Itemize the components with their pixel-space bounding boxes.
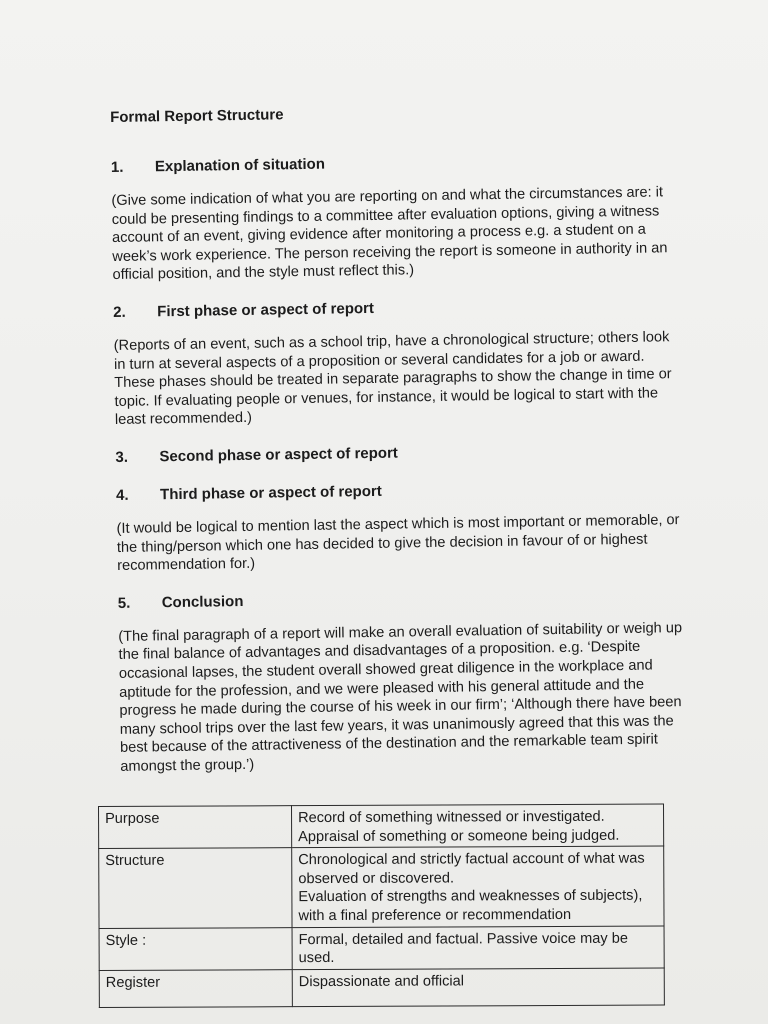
document-title: Formal Report Structure (110, 106, 284, 126)
description-line: Formal, detailed and factual. Passive voice may be used. (298, 930, 628, 967)
section-3-heading (115, 439, 683, 468)
row-description (292, 804, 664, 848)
section-5-heading (118, 585, 686, 614)
section-3-title: Second phase or aspect of report (159, 444, 398, 466)
section-4-number: 4. (115, 486, 129, 504)
section-4-heading (116, 477, 684, 506)
row-label: Style : (99, 927, 292, 970)
section-2-body: (Reports of an event, such as a school trip, have a chronological structure; others look in turn at several aspects of a proposition or several candidates for a job or award. These phases should be treated in separate paragraphs to show the change in time or topic. If evaluating people or venues, for instance, it would be logical to start with the least recommended.) (113, 329, 672, 429)
report-features-table (98, 804, 665, 1008)
section-2-heading (113, 294, 681, 323)
description-line: Evaluation of strengths and weaknesses of subjects), with a final preference or recommendation (298, 888, 643, 925)
section-4-body: (It would be logical to mention last the aspect which is most important or memorable, or the thing/person which one has decided to give the decision in favour of or highest recommendation for.) (116, 512, 680, 575)
description-line: Record of something witnessed or investigated. (298, 808, 605, 827)
description-line: Chronological and strictly factual account of what was observed or discovered. (298, 850, 645, 887)
section-1-heading (111, 149, 679, 178)
row-label: Structure (99, 848, 292, 928)
section-5-title: Conclusion (161, 592, 244, 611)
row-label: Purpose (99, 806, 292, 849)
section-3-number: 3. (115, 448, 129, 466)
row-description (292, 926, 664, 970)
table-row (99, 968, 664, 1007)
section-2-number: 2. (113, 303, 126, 321)
section-2-title: First phase or aspect of report (157, 299, 375, 321)
row-label: Register (99, 969, 292, 1007)
table-row (99, 926, 664, 971)
document-body (110, 99, 689, 794)
section-4-title: Third phase or aspect of report (159, 482, 382, 504)
section-1-title: Explanation of situation (154, 155, 326, 176)
row-description (292, 968, 664, 1007)
table-row (99, 846, 664, 928)
row-description (292, 846, 664, 927)
section-1-number: 1. (110, 158, 124, 176)
section-1-body: (Give some indication of what you are reporting on and what the circumstances are: it could be presenting findings to a committee after evaluation options, giving a witness account of an event, giving evidence after monitoring a process e.g. a student on a week’s work experience. The person receiving the report is someone in authority in an official position, and the style must reflect this.) (111, 184, 668, 284)
description-line: Dispassionate and official (298, 973, 465, 990)
section-5-number: 5. (117, 594, 131, 612)
section-5-body: (The final paragraph of a report will make an overall evaluation of suitability or weigh up the final balance of advantages and disadvantages of a proposition. e.g. ‘Despite occasional lapses, the student overall showed great diligence in the workplace and aptitude for the profession, and we were pleased with his general attitude and the progress he made during the course of his week in our firm’; ‘Although there have been many school trips over the last few years, it was unanimously agreed that this was the best because of the attractiveness of the destination and the remarkable team spirit amongst the group.’) (118, 619, 683, 775)
description-line: Appraisal of something or someone being judged. (298, 827, 620, 845)
table-row (99, 804, 664, 849)
